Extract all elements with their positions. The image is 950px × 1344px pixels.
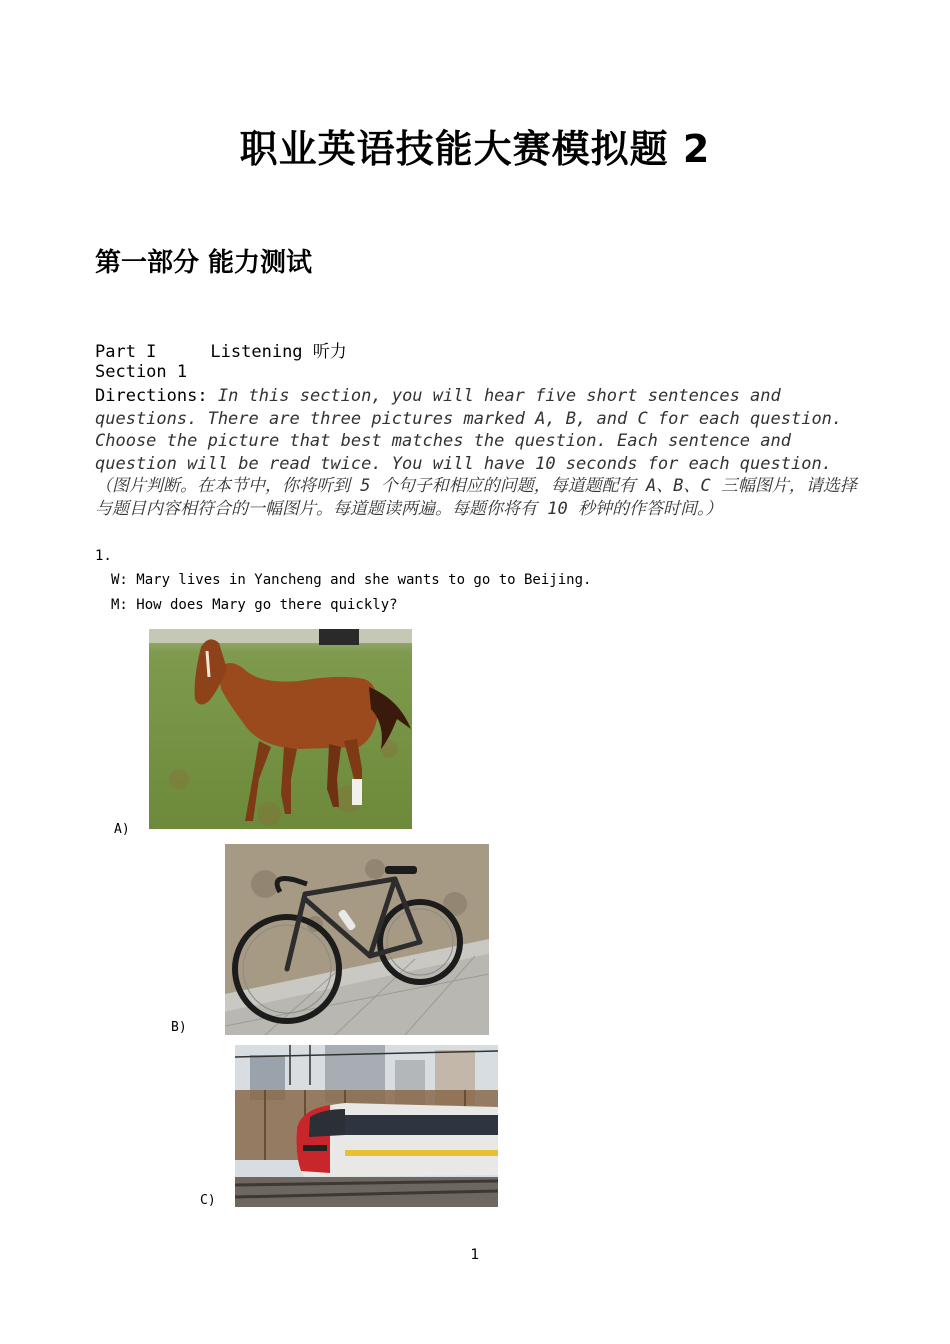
option-b-label: B) bbox=[171, 1020, 187, 1035]
section-label: Section 1 bbox=[95, 362, 188, 382]
part-heading: 第一部分 能力测试 bbox=[95, 248, 313, 278]
option-a-label: A) bbox=[114, 822, 130, 837]
question-number: 1. bbox=[95, 548, 112, 564]
part-name: Listening 听力 bbox=[210, 342, 347, 362]
dialog-line-woman: W: Mary lives in Yancheng and she wants to go to Beijing. bbox=[111, 572, 592, 588]
part-line bbox=[95, 337, 347, 362]
option-c-label: C) bbox=[200, 1193, 216, 1208]
directions bbox=[95, 385, 865, 521]
bicycle-photo bbox=[225, 844, 489, 1035]
dialog-line-man: M: How does Mary go there quickly? bbox=[111, 597, 398, 613]
horse-photo bbox=[149, 629, 412, 829]
directions-text: In this section, you will hear five short sentences and questions. There are three pictures marked A, B, and C for each question. Choose the picture that best matches the question. Each sentence and question will be read twice. You will have 10 seconds for each question. （图片判断。在本节中，你将听到 5 个句子和相应的问题，每道题配有 A、B、C 三幅图片，请选择与题目内容相符合的一幅图片。每道题读两遍。每题你将有 10 秒钟的作答时间。） bbox=[95, 386, 857, 519]
metro-train-photo bbox=[235, 1045, 498, 1207]
page-number: 1 bbox=[470, 1247, 480, 1263]
part-label: Part I bbox=[95, 342, 157, 362]
directions-label: Directions: bbox=[95, 386, 208, 406]
document-title: 职业英语技能大赛模拟题 2 bbox=[239, 127, 711, 171]
